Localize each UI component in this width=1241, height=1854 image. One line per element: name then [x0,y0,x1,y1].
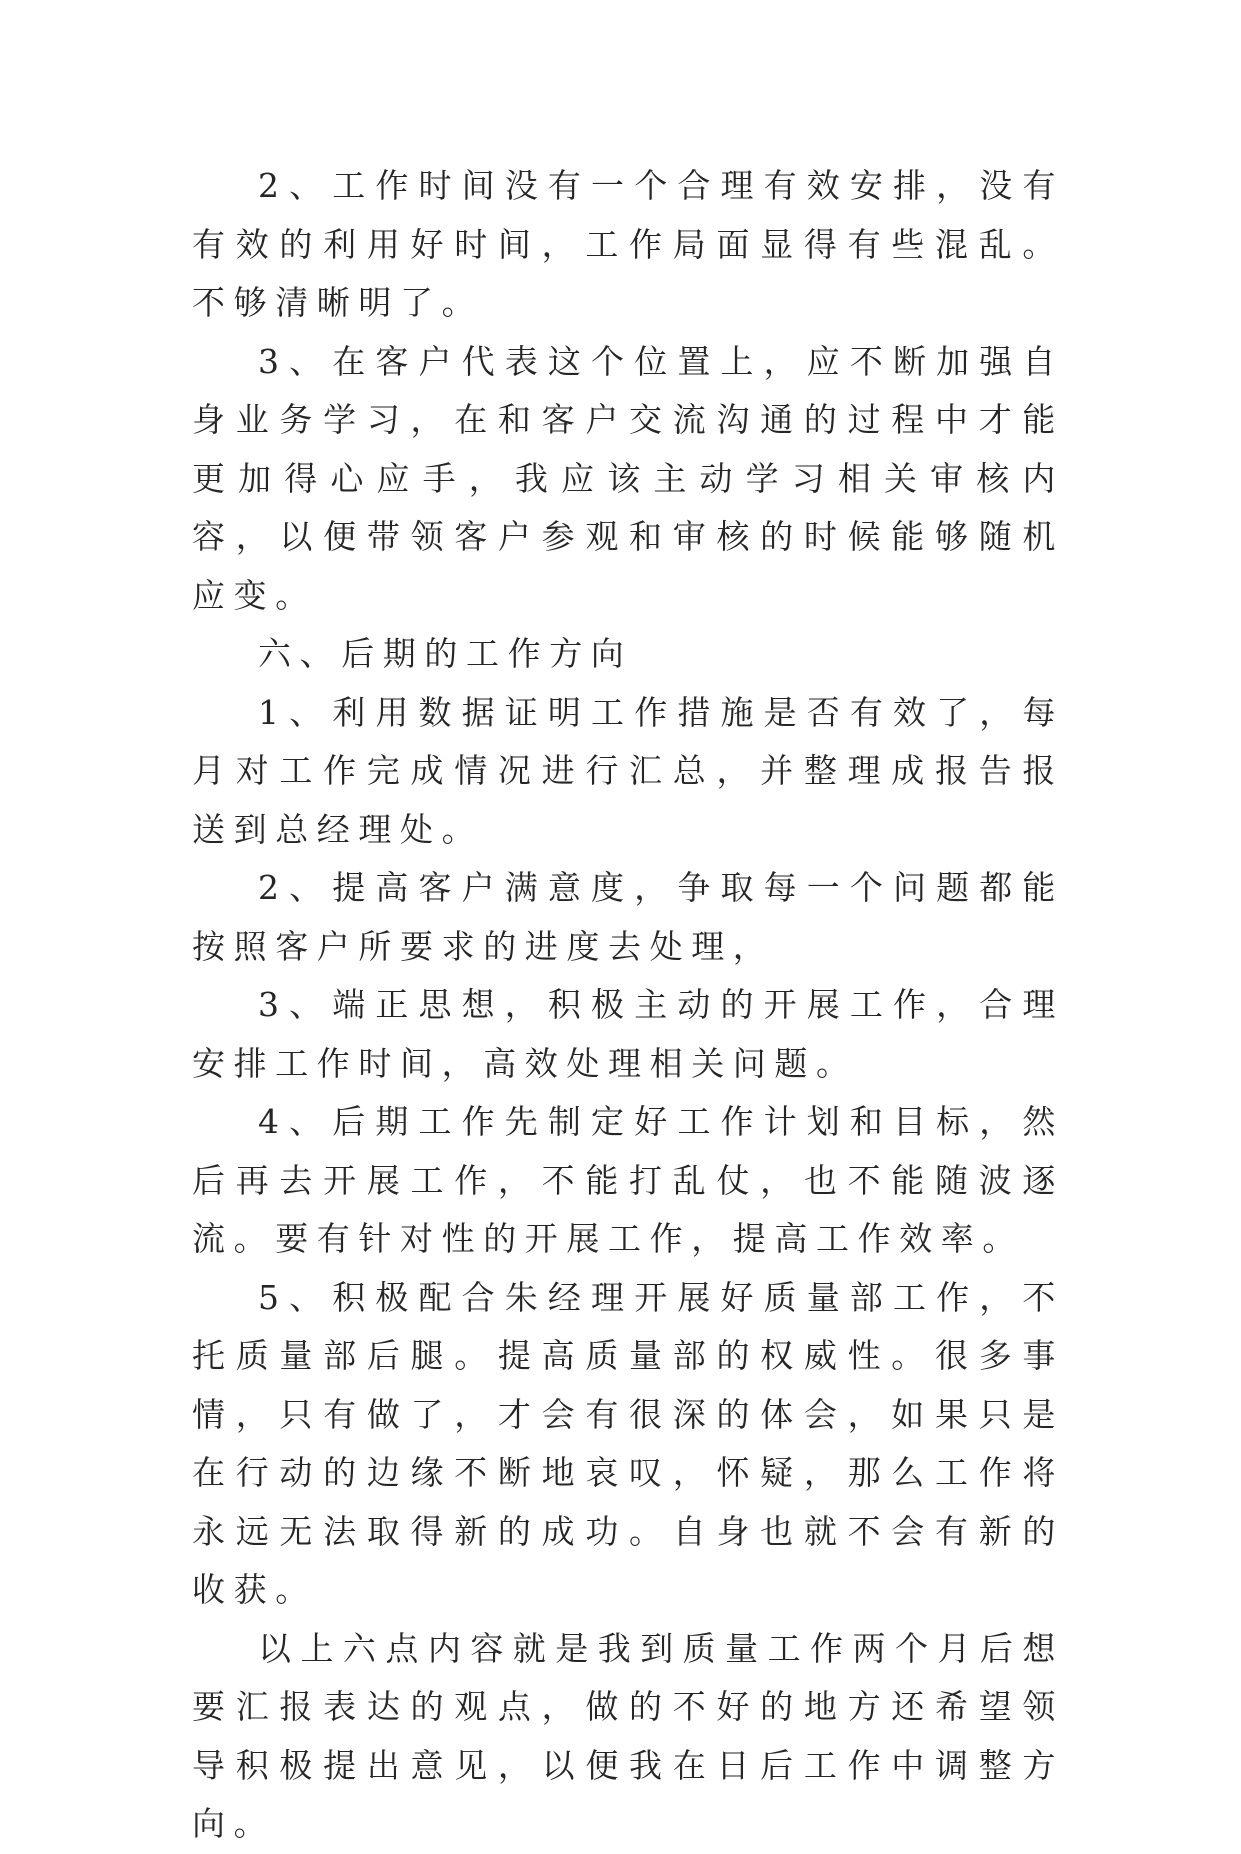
paragraph-item-2-time-management: 2、工作时间没有一个合理有效安排，没有有效的利用好时间，工作局面显得有些混乱。不够清晰明了。 [192,166,1064,322]
paragraph-conclusion: 以上六点内容就是我到质量工作两个月后想要汇报表达的观点，做的不好的地方还希望领导积极提出意见，以便我在日后工作中调整方向。 [192,1628,1064,1843]
paragraph-item-3-attitude: 3、端正思想，积极主动的开展工作，合理安排工作时间，高效处理相关问题。 [192,985,1064,1083]
paragraph-item-5-cooperation: 5、积极配合朱经理开展好质量部工作，不托质量部后腿。提高质量部的权威性。很多事情，只有做了，才会有很深的体会，如果只是在行动的边缘不断地哀叹，怀疑，那么工作将永远无法取得新的成功。自身也就不会有新的收获。 [192,1277,1064,1609]
paragraph-item-2-customer-satisfaction: 2、提高客户满意度，争取每一个问题都能按照客户所要求的进度去处理， [192,868,1064,966]
document-body [192,157,1064,1854]
section-heading-future-direction: 六、后期的工作方向 [258,634,633,673]
paragraph-item-1-data-proof: 1、利用数据证明工作措施是否有效了，每月对工作完成情况进行汇总，并整理成报告报送到总经理处。 [192,692,1064,849]
paragraph-item-3-business-learning: 3、在客户代表这个位置上，应不断加强自身业务学习，在和客户交流沟通的过程中才能更加得心应手，我应该主动学习相关审核内容，以便带领客户参观和审核的时候能够随机应变。 [192,341,1064,615]
paragraph-item-4-planning: 4、后期工作先制定好工作计划和目标，然后再去开展工作，不能打乱仗，也不能随波逐流。要有针对性的开展工作，提高工作效率。 [192,1102,1064,1258]
